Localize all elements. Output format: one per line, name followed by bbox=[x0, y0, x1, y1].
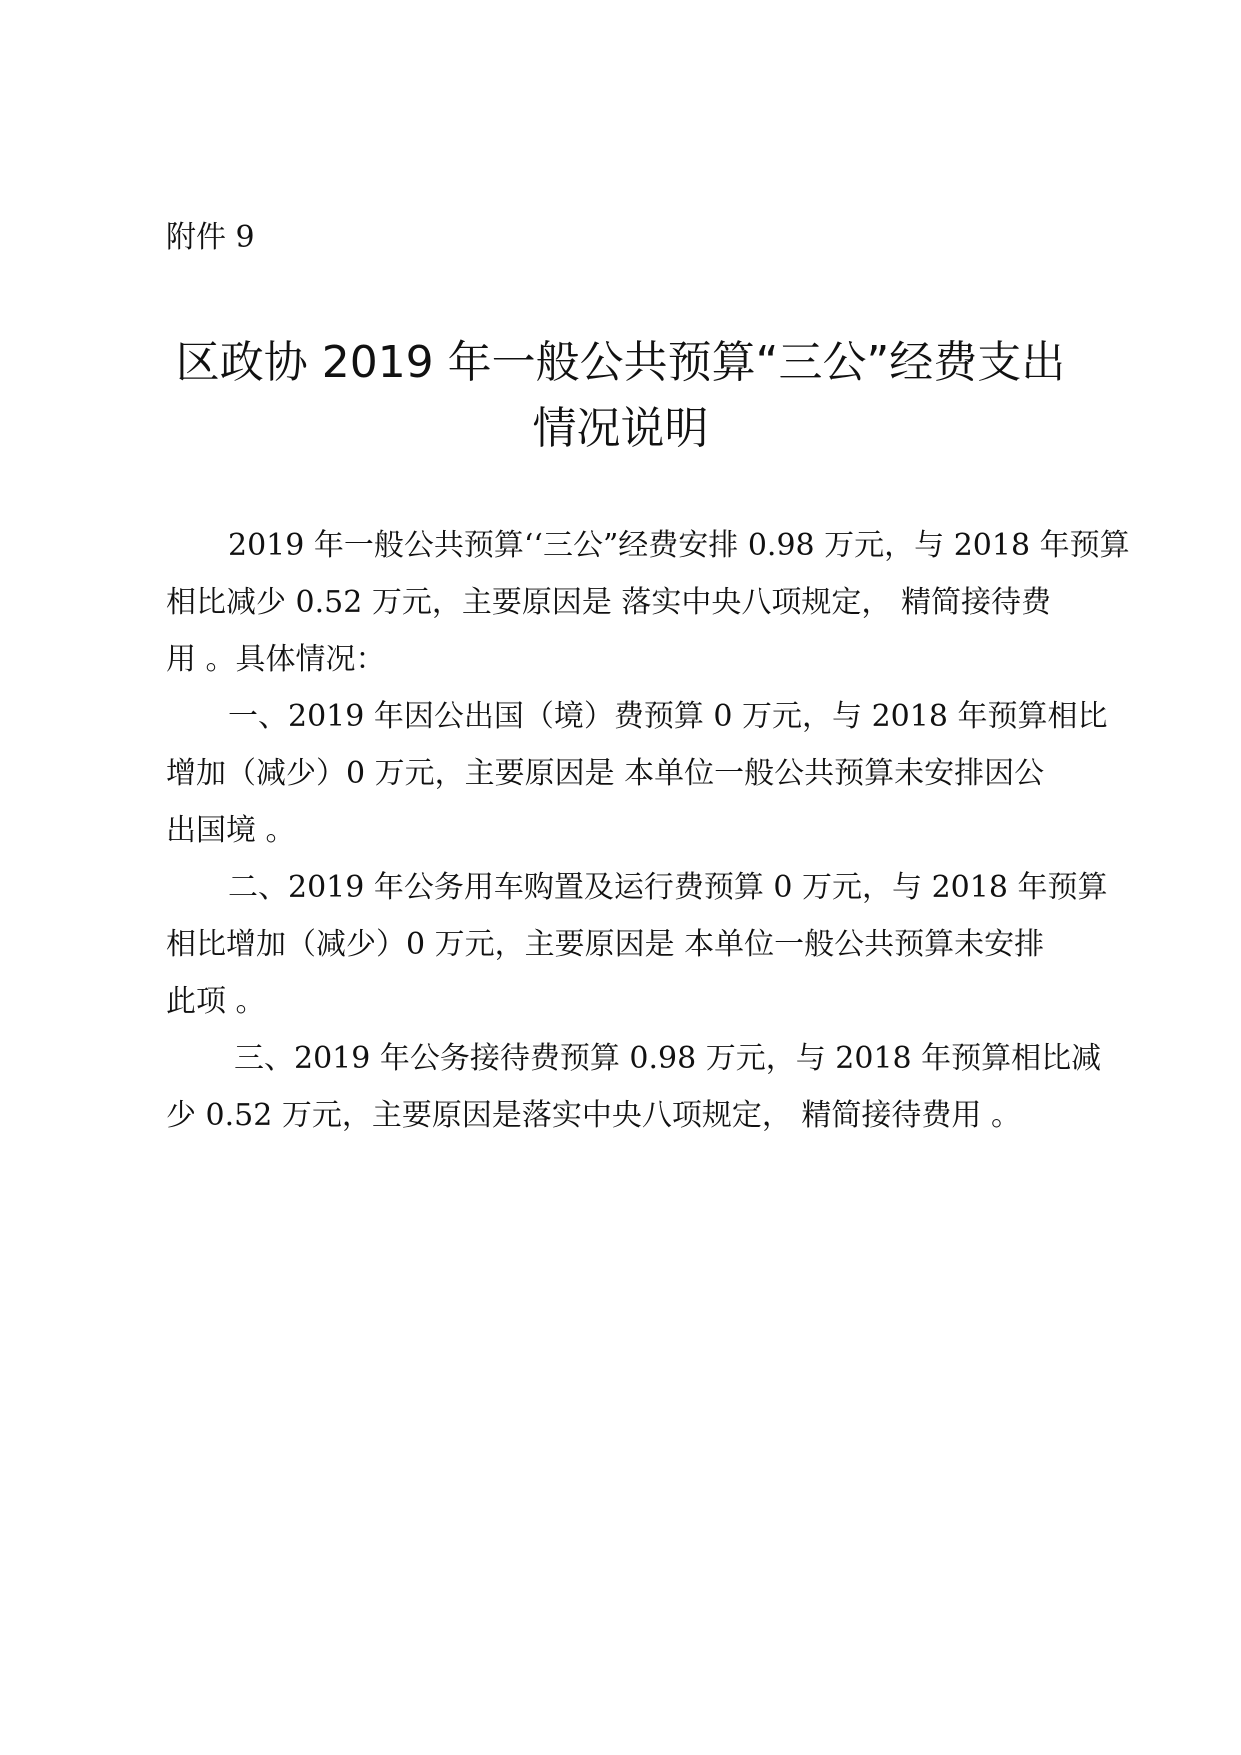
paragraph-line: 出国境 。 bbox=[166, 813, 296, 848]
paragraph-line: 相比增加（减少）0 万元，主要原因是 本单位一般公共预算未安排 bbox=[166, 927, 1045, 962]
paragraph-summary bbox=[166, 517, 1130, 688]
paragraph-line: 相比减少 0.52 万元，主要原因是 落实中央八项规定， 精简接待费 bbox=[166, 585, 1051, 620]
title-line-2: 情况说明 bbox=[532, 403, 709, 454]
paragraph-line: 一、2019 年因公出国（境）费预算 0 万元，与 2018 年预算相比 bbox=[228, 699, 1108, 734]
title-line-1: 区政协 2019 年一般公共预算“三公”经费支出 bbox=[175, 337, 1066, 388]
paragraph-line: 二、2019 年公务用车购置及运行费预算 0 万元，与 2018 年预算 bbox=[228, 870, 1108, 905]
paragraph-line: 三、2019 年公务接待费预算 0.98 万元，与 2018 年预算相比减 bbox=[234, 1041, 1102, 1076]
attachment-label: 附件 9 bbox=[166, 220, 255, 255]
document-body bbox=[166, 517, 1130, 1144]
document-title bbox=[140, 330, 1101, 462]
paragraph-line: 少 0.52 万元，主要原因是落实中央八项规定， 精简接待费用 。 bbox=[166, 1098, 1021, 1133]
paragraph-line: 用 。具体情况： bbox=[166, 642, 386, 677]
paragraph-overseas-travel bbox=[166, 688, 1108, 859]
paragraph-line: 增加（减少）0 万元，主要原因是 本单位一般公共预算未安排因公 bbox=[166, 756, 1045, 791]
paragraph-line: 此项 。 bbox=[166, 984, 266, 1019]
paragraph-line: 2019 年一般公共预算‘‘三公”经费安排 0.98 万元，与 2018 年预算 bbox=[228, 528, 1130, 563]
paragraph-official-vehicles bbox=[166, 859, 1108, 1030]
paragraph-official-reception bbox=[166, 1030, 1102, 1144]
